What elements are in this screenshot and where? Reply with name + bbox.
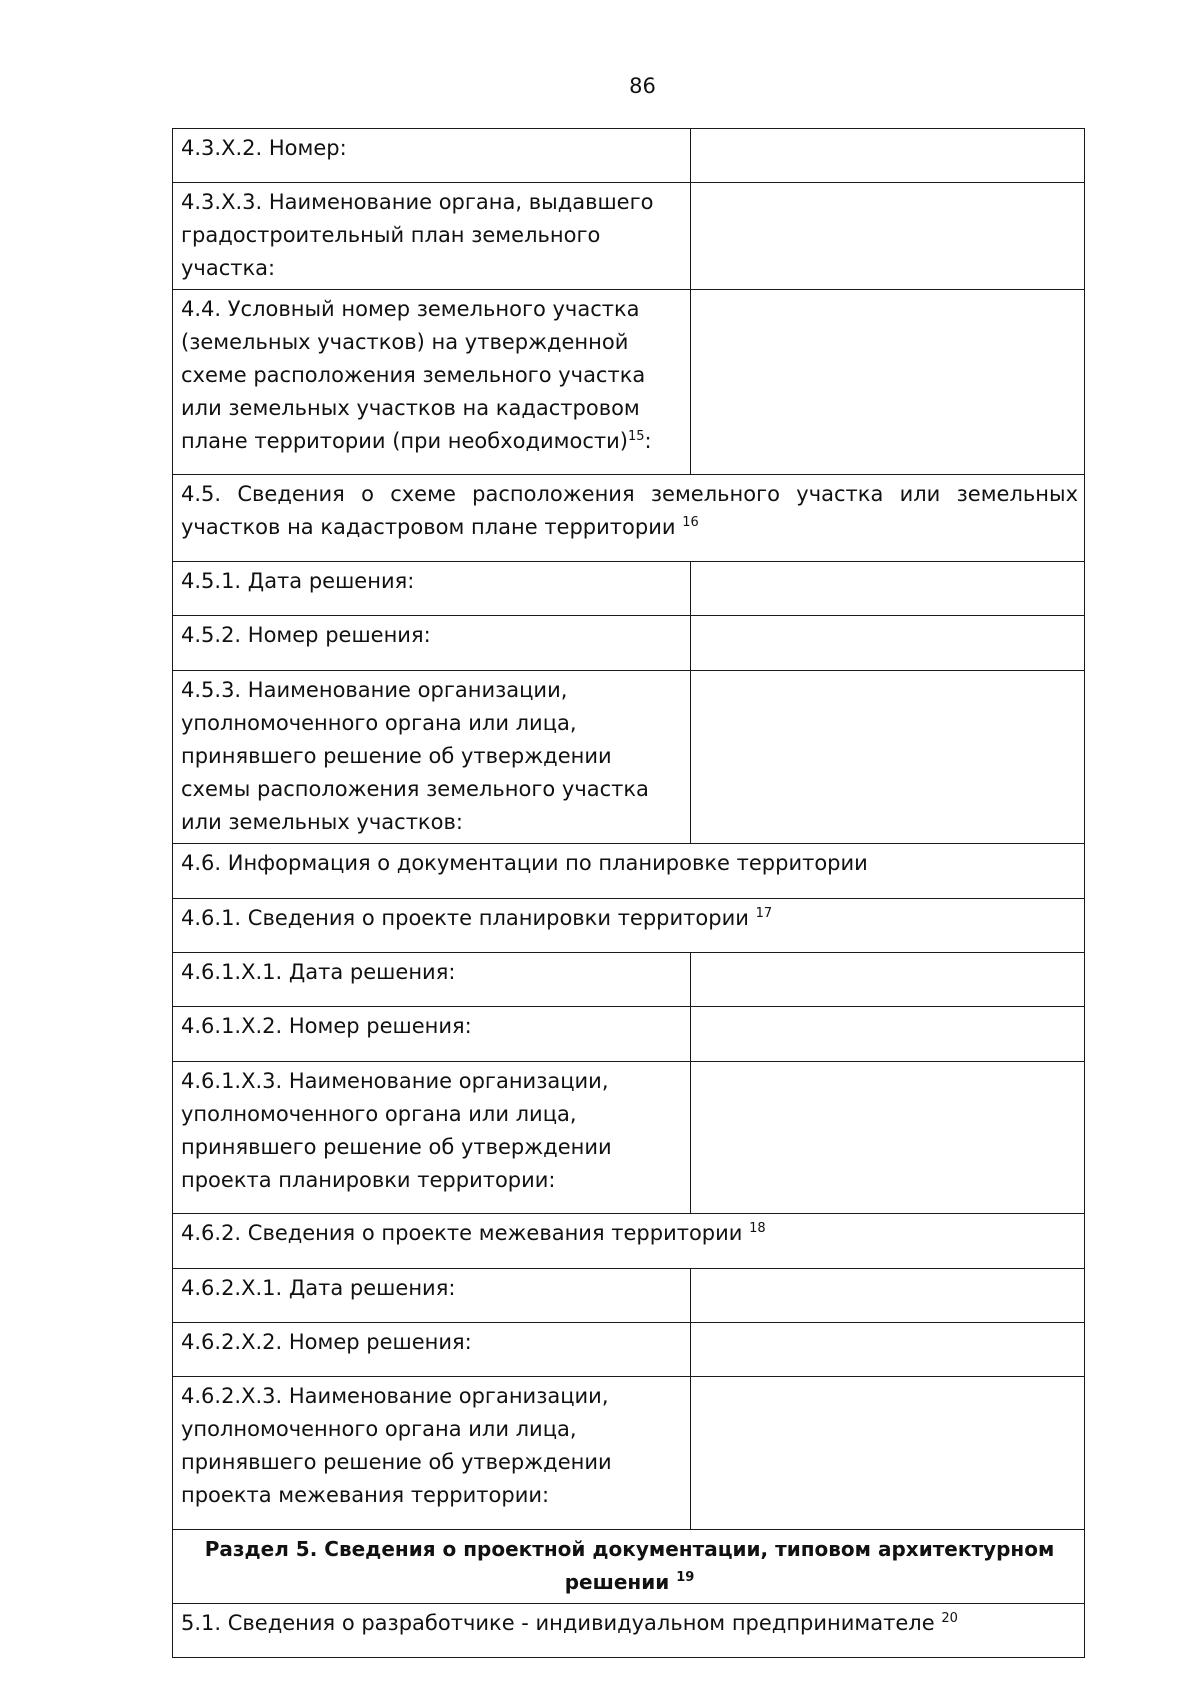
field-value[interactable] xyxy=(691,562,1085,616)
table-row xyxy=(173,1604,1085,1658)
footnote-ref: 18 xyxy=(749,1221,766,1236)
field-label: 4.6.2.X.1. Дата решения: xyxy=(173,1269,691,1323)
page-number: 86 xyxy=(629,74,656,98)
field-value[interactable] xyxy=(691,1269,1085,1323)
footnote-ref: 17 xyxy=(755,906,773,921)
field-value[interactable] xyxy=(691,953,1085,1007)
footnote-ref: 15 xyxy=(627,429,645,444)
table-row xyxy=(173,1323,1085,1377)
field-value[interactable] xyxy=(691,129,1085,183)
table-row xyxy=(173,183,1085,290)
table-row xyxy=(173,1530,1085,1604)
section-header: 4.6.1. Сведения о проекте планировки территории $^{17}$ xyxy=(173,899,1085,953)
table-row xyxy=(173,953,1085,1007)
field-value[interactable] xyxy=(691,1323,1085,1377)
field-value[interactable] xyxy=(691,1062,1085,1214)
table-row xyxy=(173,562,1085,616)
field-label: 4.5.3. Наименование организации, уполномоченного органа или лица, принявшего решение об утверждении схемы расположения земельного участка или земельных участков: xyxy=(173,671,691,844)
field-label: 4.3.X.2. Номер: xyxy=(173,129,691,183)
section-header: 4.6. Информация о документации по планировке территории xyxy=(173,844,1085,899)
table-row xyxy=(173,899,1085,953)
field-label: 4.6.1.X.2. Номер решения: xyxy=(173,1007,691,1062)
field-value[interactable] xyxy=(691,290,1085,475)
footnote-ref: 16 xyxy=(682,515,699,530)
field-label: 4.5.1. Дата решения: xyxy=(173,562,691,616)
field-label: 4.3.X.3. Наименование органа, выдавшего градостроительный план земельного участка: xyxy=(173,183,691,290)
table-row xyxy=(173,1214,1085,1269)
section-header: 4.6.2. Сведения о проекте межевания территории $^{18}$ xyxy=(173,1214,1085,1269)
table-row xyxy=(173,1007,1085,1062)
section-title: Раздел 5. Сведения о проектной документации, типовом архитектурном решении $^{19}$ xyxy=(173,1530,1085,1604)
field-value[interactable] xyxy=(691,616,1085,671)
form-table xyxy=(172,128,1085,1658)
footnote-ref: 20 xyxy=(941,1611,958,1626)
field-value[interactable] xyxy=(691,183,1085,290)
field-value[interactable] xyxy=(691,1377,1085,1530)
section-header: 5.1. Сведения о разработчике - индивидуальном предпринимателе $^{20}$ xyxy=(173,1604,1085,1658)
field-label: 4.6.2.X.3. Наименование организации, уполномоченного органа или лица, принявшего решение об утверждении проекта межевания территории: xyxy=(173,1377,691,1530)
table-row xyxy=(173,844,1085,899)
table-row xyxy=(173,290,1085,475)
field-value[interactable] xyxy=(691,1007,1085,1062)
table-row xyxy=(173,671,1085,844)
field-label: 4.4. Условный номер земельного участка (земельных участков) на утвержденной схеме расположения земельного участка или земельных участков на кадастровом плане территории (при необходимости)$^{15}$: xyxy=(173,290,691,475)
field-label: 4.5.2. Номер решения: xyxy=(173,616,691,671)
section-header: 4.5. Сведения о схеме расположения земельного участка или земельных участков на кадастровом плане территории $^{16}$ xyxy=(173,475,1085,562)
table-row xyxy=(173,1377,1085,1530)
table-row xyxy=(173,1062,1085,1214)
table-row xyxy=(173,129,1085,183)
table-row xyxy=(173,616,1085,671)
footnote-ref: 19 xyxy=(676,1570,695,1585)
field-label: 4.6.1.X.3. Наименование организации, уполномоченного органа или лица, принявшего решение об утверждении проекта планировки территории: xyxy=(173,1062,691,1214)
table-row xyxy=(173,1269,1085,1323)
table-row xyxy=(173,475,1085,562)
field-value[interactable] xyxy=(691,671,1085,844)
field-label: 4.6.1.X.1. Дата решения: xyxy=(173,953,691,1007)
field-label: 4.6.2.X.2. Номер решения: xyxy=(173,1323,691,1377)
